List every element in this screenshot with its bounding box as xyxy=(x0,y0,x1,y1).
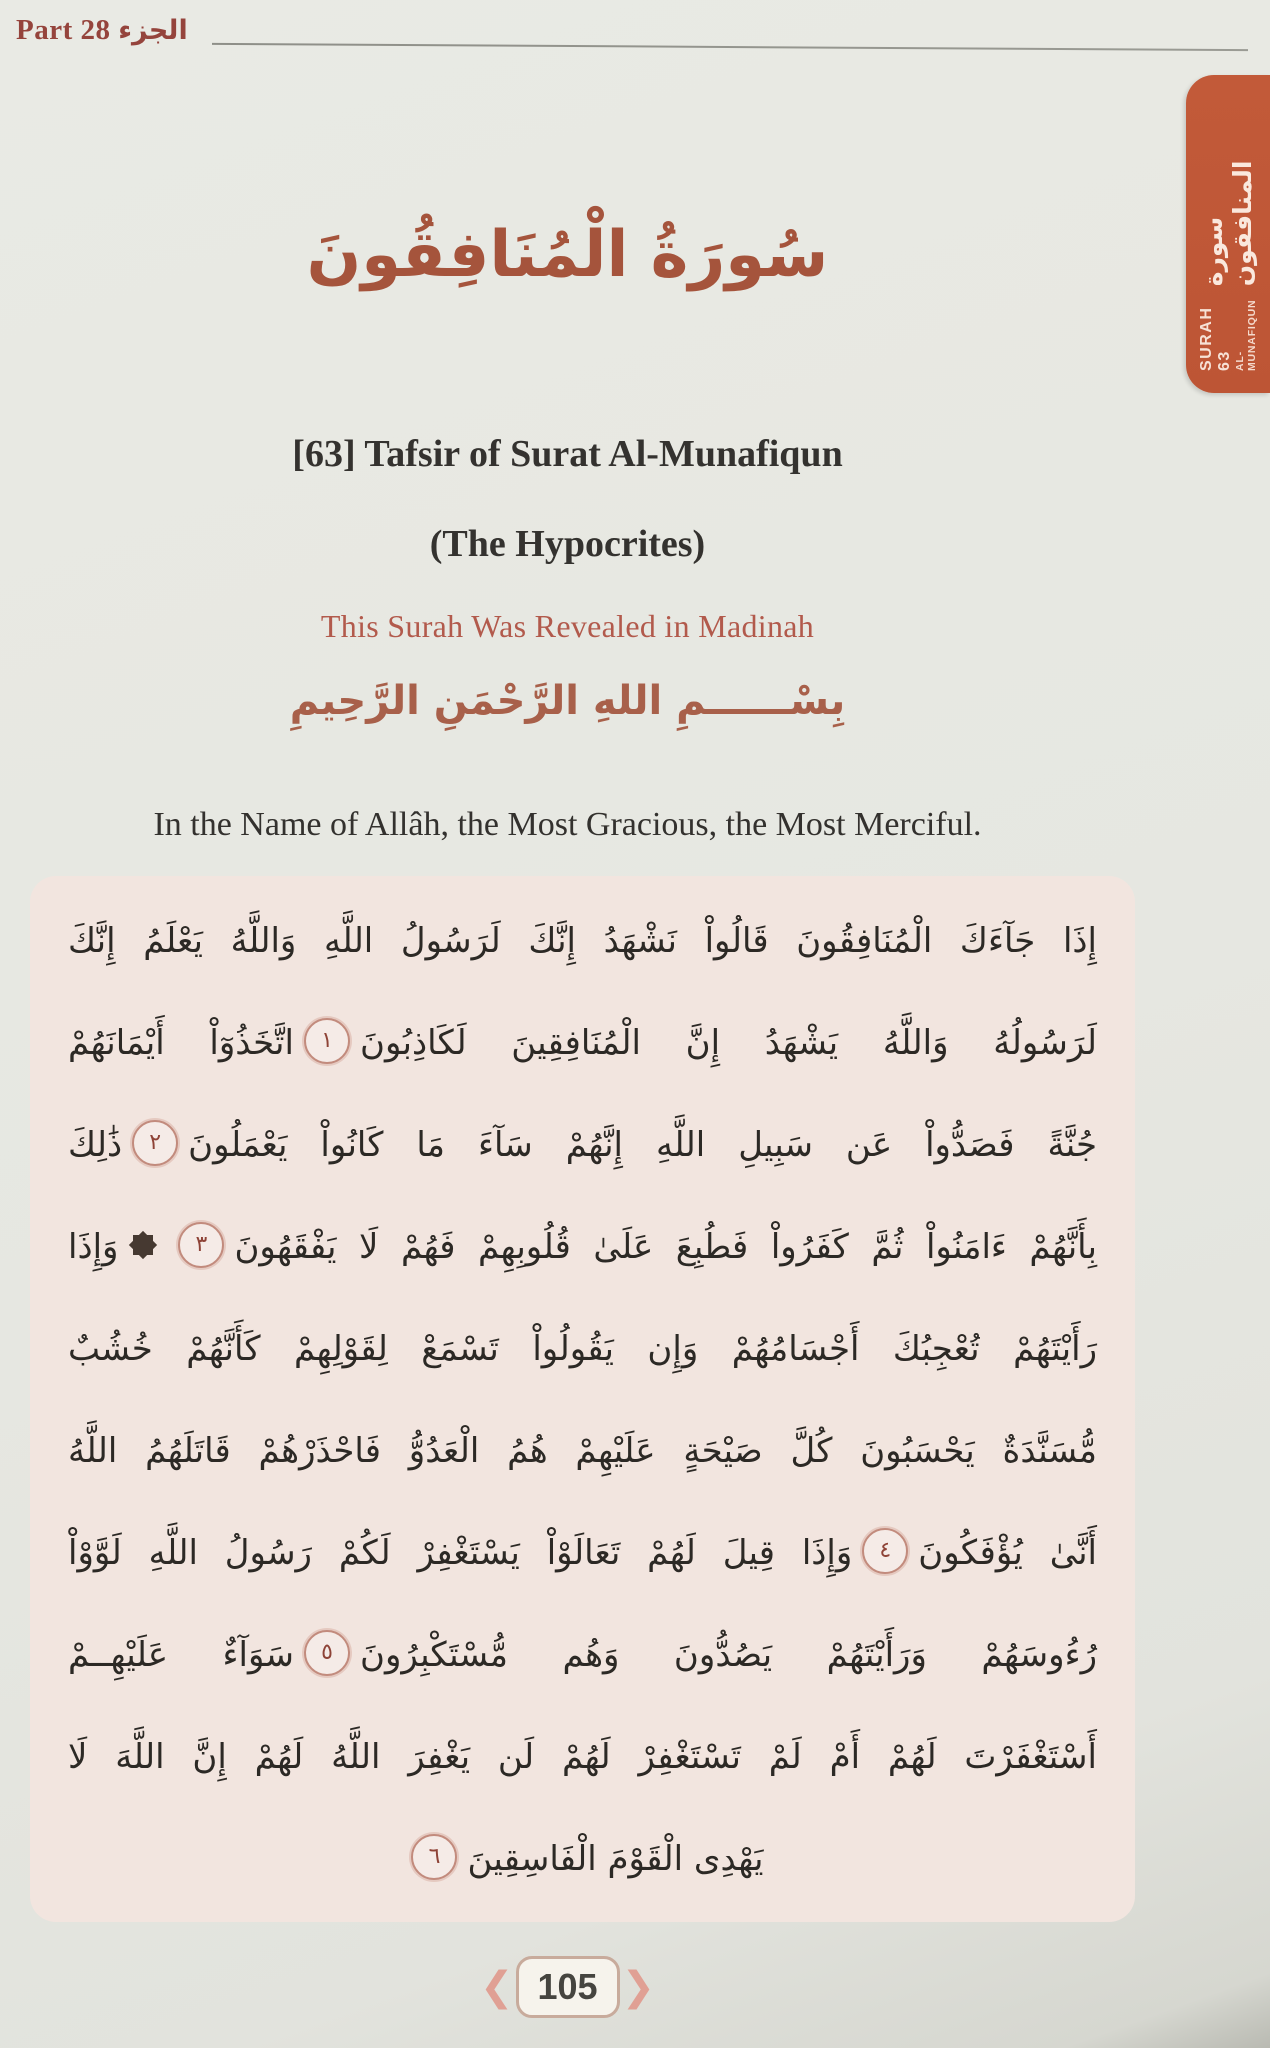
quran-text-segment: رَأَيْتَهُمْ تُعْجِبُكَ أَجْسَامُهُمْ وَإِن يَقُولُواْ تَسْمَعْ لِقَوْلِهِمْ كَأَنَّهُمْ خُشُبٌ xyxy=(68,1329,1097,1369)
quran-text-segment: ذَٰلِكَ xyxy=(68,1125,123,1165)
page-number-area xyxy=(0,1952,1135,2022)
verse-end-marker: ٦ xyxy=(411,1834,457,1880)
tafsir-title: [63] Tafsir of Surat Al-Munafiqun xyxy=(292,433,843,475)
quran-text-segment: أَسْتَغْفَرْتَ لَهُمْ أَمْ لَمْ تَسْتَغْفِرْ لَهُمْ لَن يَغْفِرَ اللَّهُ لَهُمْ إِنَّ اللَّهَ لَا xyxy=(68,1737,1097,1777)
quran-text-segment: اتَّخَذُوٓاْ أَيْمَانَهُمْ xyxy=(68,1023,294,1063)
surah-number-label: SURAH 63 xyxy=(1197,306,1233,371)
quran-line-9 xyxy=(68,1706,1097,1808)
quran-text-segment: رُءُوسَهُمْ وَرَأَيْتَهُمْ يَصُدُّونَ وَهُم مُّسْتَكْبِرُونَ xyxy=(360,1635,1097,1675)
quran-line-5 xyxy=(68,1298,1097,1400)
header-rule xyxy=(212,43,1248,51)
right-ornament-icon: ❯ xyxy=(621,1964,656,2010)
quran-line-2 xyxy=(68,992,1097,1094)
quran-text-segment: أَنَّىٰ يُؤْفَكُونَ xyxy=(918,1533,1097,1573)
page-number: 105 xyxy=(516,1956,620,2018)
quran-text-segment: سَوَآءٌ عَلَيْهِــمْ xyxy=(68,1635,294,1675)
verse-end-marker: ٥ xyxy=(304,1630,350,1676)
quran-text-box xyxy=(30,876,1135,1922)
surah-side-tab-content xyxy=(1186,75,1270,393)
surah-title-calligraphy: سُورَةُ الْمُنَافِقُونَ xyxy=(306,218,829,292)
quran-text-segment: بِأَنَّهُمْ ءَامَنُواْ ثُمَّ كَفَرُواْ فَطُبِعَ عَلَىٰ قُلُوبِهِمْ فَهُمْ لَا يَفْقَهُونَ xyxy=(234,1227,1097,1267)
left-ornament-icon: ❮ xyxy=(479,1964,514,2010)
quran-text-segment: لَرَسُولُهُ وَاللَّهُ يَشْهَدُ إِنَّ الْمُنَافِقِينَ لَكَاذِبُونَ xyxy=(359,1023,1097,1063)
quran-line-7 xyxy=(68,1502,1097,1604)
verse-end-marker: ١ xyxy=(304,1018,350,1064)
quran-line-4 xyxy=(68,1196,1097,1298)
quran-text-segment: وَإِذَا قِيلَ لَهُمْ تَعَالَوْاْ يَسْتَغْفِرْ لَكُمْ رَسُولُ اللَّهِ لَوَّوْاْ xyxy=(68,1533,853,1573)
surah-tab-arabic: سورة المنافقون xyxy=(1199,160,1257,287)
bismillah-calligraphy: بِسْــــــمِ اللهِ الرَّحْمَنِ الرَّحِيمِ xyxy=(289,678,846,724)
verse-end-marker: ٢ xyxy=(132,1120,178,1166)
surah-translation-title: (The Hypocrites) xyxy=(429,523,706,565)
quran-text-segment: مُّسَنَّدَةٌ يَحْسَبُونَ كُلَّ صَيْحَةٍ عَلَيْهِمْ هُمُ الْعَدُوُّ فَاحْذَرْهُمْ قَاتَلَهُمُ اللَّهُ xyxy=(68,1431,1097,1471)
surah-name-label: AL-MUNAFIQUN xyxy=(1234,299,1259,371)
verse-end-marker: ٤ xyxy=(862,1528,908,1574)
quran-text-segment: جُنَّةً فَصَدُّواْ عَن سَبِيلِ اللَّهِ إِنَّهُمْ سَآءَ مَا كَانُواْ يَعْمَلُونَ xyxy=(188,1125,1097,1165)
quran-line-1 xyxy=(68,890,1097,992)
quran-line-8 xyxy=(68,1604,1097,1706)
quran-line-3 xyxy=(68,1094,1097,1196)
part-label-arabic: الجزء xyxy=(118,15,188,46)
quran-line-10 xyxy=(68,1808,1097,1910)
quran-text-segment: يَهْدِى الْقَوْمَ الْفَاسِقِينَ xyxy=(467,1839,764,1879)
revealed-note: This Surah Was Revealed in Madinah xyxy=(320,608,815,644)
quran-text-segment: إِذَا جَآءَكَ الْمُنَافِقُونَ قَالُواْ نَشْهَدُ إِنَّكَ لَرَسُولُ اللَّهِ وَاللَّهُ يَعْلَمُ إِنَّكَ xyxy=(68,921,1097,961)
quran-text-segment: وَإِذَا xyxy=(68,1227,119,1267)
bismillah-translation: In the Name of Allâh, the Most Gracious, the Most Merciful. xyxy=(153,806,982,843)
part-label: Part 28 xyxy=(16,14,111,46)
quran-line-6 xyxy=(68,1400,1097,1502)
verse-end-marker: ٣ xyxy=(178,1222,224,1268)
surah-tab-english xyxy=(1198,286,1259,371)
surah-side-tab xyxy=(1186,75,1270,393)
page-header xyxy=(16,14,188,47)
rub-el-hizb-icon xyxy=(128,1230,158,1260)
